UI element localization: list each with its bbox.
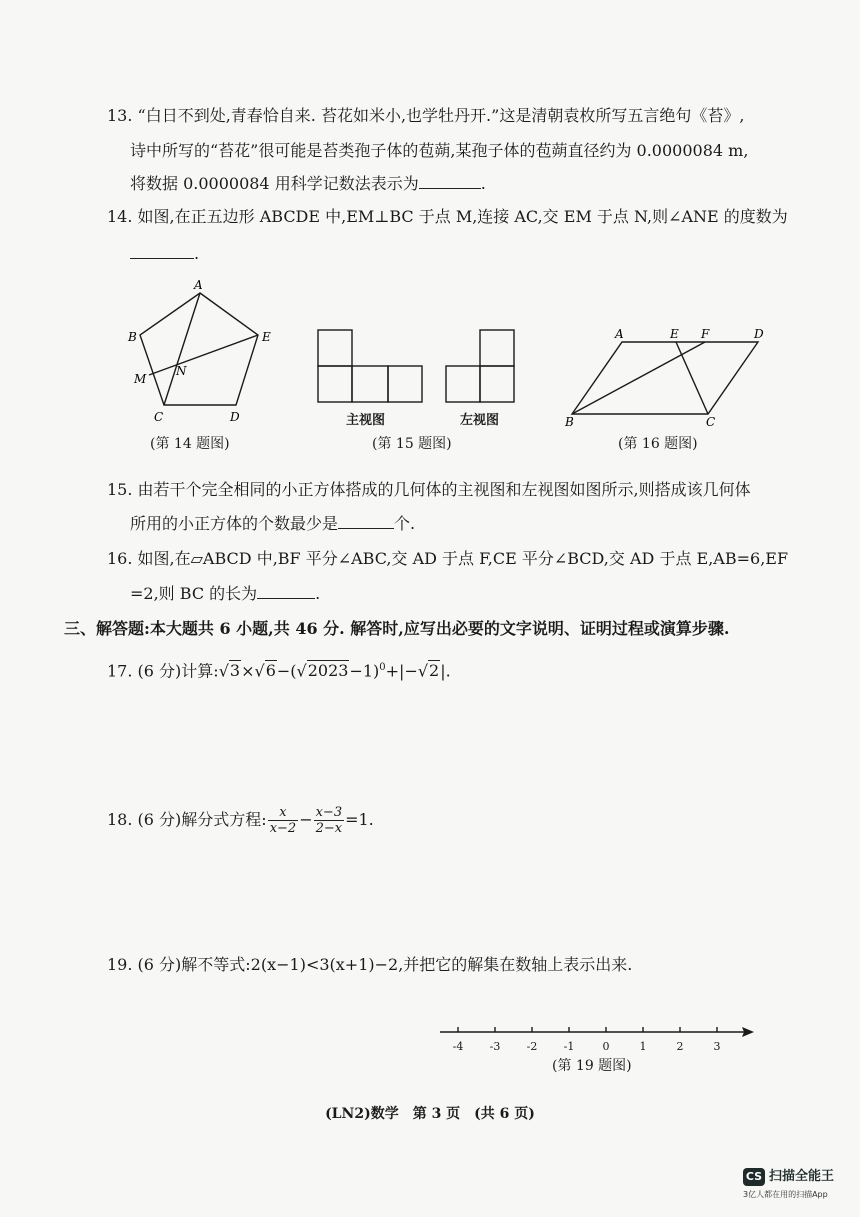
q14-line2-end: . xyxy=(194,244,200,263)
q18-prefix: 18. (6 分)解分式方程: xyxy=(107,810,267,829)
q13-line3-text: 将数据 0.0000084 用科学记数法表示为 xyxy=(130,174,419,193)
number-line-tick-label: -3 xyxy=(489,1040,501,1053)
fig14-label-e: E xyxy=(262,330,271,344)
q17-r3: 2023 xyxy=(307,661,349,681)
fig14-label-m: M xyxy=(134,372,147,386)
q17-r1: 3 xyxy=(229,661,241,681)
fig16-label-c: C xyxy=(706,415,716,429)
camscanner-name: 扫描全能王 xyxy=(769,1169,835,1184)
section-3-heading: 三、解答题:本大题共 6 小题,共 46 分. 解答时,应写出必要的文字说明、证明过程或演算步骤. xyxy=(64,619,730,638)
number-line-tick-label: 3 xyxy=(713,1040,721,1053)
segment-em xyxy=(149,335,258,375)
fig14-label-b: B xyxy=(128,330,137,344)
fig14-label-d: D xyxy=(230,410,240,424)
q16-line2-pre: =2,则 BC 的长为 xyxy=(130,584,258,603)
figure-15 xyxy=(310,322,530,412)
segment-ac xyxy=(164,293,200,405)
camscanner-watermark xyxy=(738,1168,848,1208)
left-view xyxy=(446,330,514,402)
fig14-label-a: A xyxy=(194,278,203,292)
q13-answer-blank[interactable] xyxy=(419,174,481,189)
page-footer: (LN2)数学 第 3 页 (共 6 页) xyxy=(325,1106,535,1122)
fig14-caption: (第 14 题图) xyxy=(150,436,230,452)
fig14-label-n: N xyxy=(176,364,187,378)
figure-16 xyxy=(560,320,770,430)
fig14-label-c: C xyxy=(154,410,164,424)
number-line-tick-label: -1 xyxy=(563,1040,575,1053)
q13-line2: 诗中所写的“苔花”很可能是苔类孢子体的苞蒴,某孢子体的苞蒴直径约为 0.0000084 m, xyxy=(130,141,749,160)
q16-line1: 16. 如图,在▱ABCD 中,BF 平分∠ABC,交 AD 于点 F,CE 平分∠BCD,交 AD 于点 E,AB=6,EF xyxy=(107,549,789,568)
q18-f2-den: 2−x xyxy=(315,821,343,836)
q14-answer-blank[interactable] xyxy=(130,244,194,259)
q16-answer-blank[interactable] xyxy=(257,584,315,599)
q18-suffix: =1. xyxy=(345,810,374,829)
q17-p4: −1) xyxy=(349,661,380,681)
q14-line1: 14. 如图,在正五边形 ABCDE 中,EM⊥BC 于点 M,连接 AC,交 EM 于点 N,则∠ANE 的度数为 xyxy=(107,207,788,226)
number-line-tick-label: -4 xyxy=(452,1040,464,1053)
q16-line2 xyxy=(130,584,320,604)
q19-line: 19. (6 分)解不等式:2(x−1)<3(x+1)−2,并把它的解集在数轴上表示出来. xyxy=(107,955,633,974)
fig19-caption: (第 19 题图) xyxy=(552,1058,632,1074)
parallelogram-abcd xyxy=(572,342,758,414)
q17-p5: +|−√ xyxy=(385,661,429,681)
front-view xyxy=(318,330,422,402)
pentagon-abcde xyxy=(140,293,258,405)
q18-f1-num: x xyxy=(268,805,299,821)
fig16-label-e: E xyxy=(670,327,679,341)
q18-f2-num: x−3 xyxy=(315,805,343,820)
q18-f1-den: x−2 xyxy=(269,821,297,836)
q17-p1: √ xyxy=(218,661,229,681)
left-view-label: 左视图 xyxy=(460,413,500,428)
q17-r2: 6 xyxy=(265,661,276,681)
q17-line xyxy=(107,658,451,681)
q18-line xyxy=(107,803,374,837)
q15-line2 xyxy=(130,514,415,534)
q13-line1: 13. “白日不到处,青春恰自来. 苔花如米小,也学牡丹开.”这是清朝袁枚所写五言绝句《苔》, xyxy=(107,106,745,125)
fig16-caption: (第 16 题图) xyxy=(618,436,698,452)
q13-line3-end: . xyxy=(480,174,486,193)
camscanner-tagline: 3亿人都在用的扫描App xyxy=(743,1190,828,1199)
segment-ce xyxy=(676,342,708,414)
q17-prefix: 17. (6 分)计算: xyxy=(107,661,219,681)
number-line-tick-label: 0 xyxy=(602,1040,610,1053)
q15-line1: 15. 由若干个完全相同的小正方体搭成的几何体的主视图和左视图如图所示,则搭成该几何体 xyxy=(107,480,751,499)
segment-bf xyxy=(572,342,705,414)
camscanner-logo-icon: CS xyxy=(743,1168,765,1186)
number-line-tick-label: 1 xyxy=(639,1040,647,1053)
number-line xyxy=(430,1020,760,1060)
q18-minus: − xyxy=(299,810,313,829)
q15-line2-post: 个. xyxy=(394,514,416,533)
q18-fraction-2 xyxy=(314,805,345,836)
q17-r5: 2 xyxy=(429,661,440,681)
fig16-label-a: A xyxy=(615,327,624,341)
q17-p2: ×√ xyxy=(241,661,265,681)
fig16-label-b: B xyxy=(565,415,574,429)
q18-fraction-1 xyxy=(268,805,299,836)
q14-line2 xyxy=(130,244,199,264)
front-view-label: 主视图 xyxy=(346,413,386,428)
fig16-label-d: D xyxy=(754,327,764,341)
number-line-tick-label: -2 xyxy=(526,1040,538,1053)
q17-exponent: 0 xyxy=(379,662,386,673)
fig16-label-f: F xyxy=(701,327,710,341)
q16-line2-post: . xyxy=(315,584,321,603)
figure-14 xyxy=(120,275,290,430)
fig15-caption: (第 15 题图) xyxy=(372,436,452,452)
number-line-tick-label: 2 xyxy=(676,1040,684,1053)
q13-line3 xyxy=(130,174,486,194)
q17-p3: −(√ xyxy=(276,661,307,681)
q17-p6: |. xyxy=(440,661,451,681)
q15-line2-pre: 所用的小正方体的个数最少是 xyxy=(130,514,339,533)
q15-answer-blank[interactable] xyxy=(338,514,394,529)
